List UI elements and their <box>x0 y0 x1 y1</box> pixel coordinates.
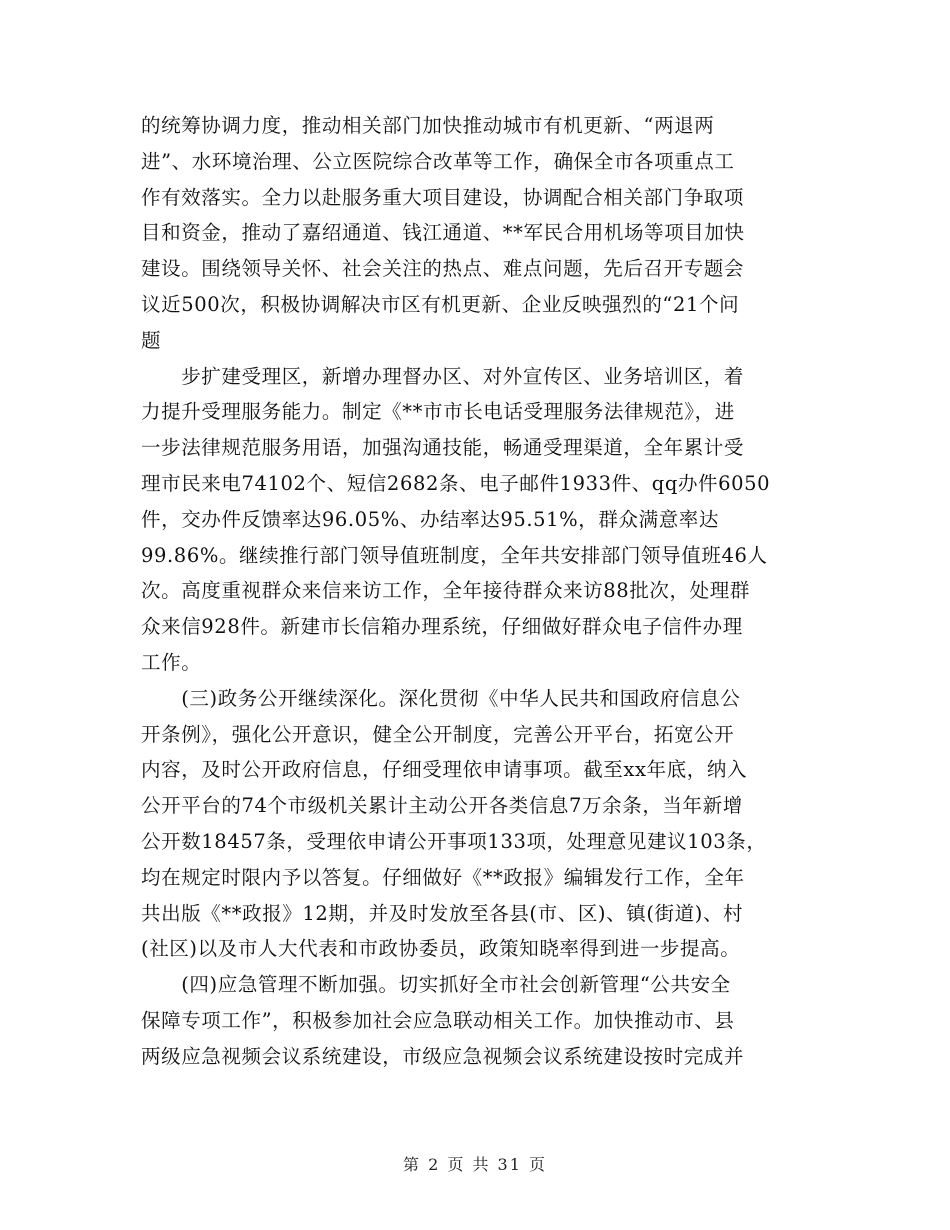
text-line: (三)政务公开继续深化。深化贯彻《中华人民共和国政府信息公 <box>141 686 741 710</box>
text-line: 目和资金，推动了嘉绍通道、钱江通道、**军民合用机场等项目加快 <box>141 221 745 245</box>
text-line: 内容，及时公开政府信息，仔细受理依申请事项。截至xx年底，纳入 <box>141 758 748 782</box>
text-line: 力提升受理服务能力。制定《**市市长电话受理服务法律规范》，进 <box>141 400 735 424</box>
text-line: 题 <box>141 328 162 352</box>
text-line: 开条例》，强化公开意识，健全公开制度，完善公开平台，拓宽公开 <box>141 722 735 746</box>
text-line: 次。高度重视群众来信来访工作，全年接待群众来访88批次，处理群 <box>141 579 750 603</box>
text-line: 两级应急视频会议系统建设，市级应急视频会议系统建设按时完成并 <box>141 1044 745 1068</box>
body-text <box>141 108 809 1075</box>
text-line: 件，交办件反馈率达96.05%、办结率达95.51%，群众满意率达 <box>141 507 720 531</box>
text-line: 工作。 <box>141 650 202 674</box>
text-line: 公开平台的74个市级机关累计主动公开各类信息7万余条，当年新增 <box>141 794 743 818</box>
text-line: 共出版《**政报》12期，并及时发放至各县(市、区)、镇(街道)、村 <box>141 901 744 925</box>
text-line: 99.86%。继续推行部门领导值班制度，全年共安排部门领导值班46人 <box>141 543 768 567</box>
text-line: 建设。围绕领导关怀、社会关注的热点、难点问题，先后召开专题会 <box>141 257 745 281</box>
text-line: 理市民来电74102个、短信2682条、电子邮件1933件、qq办件6050 <box>141 471 771 495</box>
text-line: 众来信928件。新建市长信箱办理系统，仔细做好群众电子信件办理 <box>141 615 743 639</box>
text-line: 公开数18457条，受理依申请公开事项133项，处理意见建议103条， <box>141 829 767 853</box>
text-line: 的统筹协调力度，推动相关部门加快推动城市有机更新、“两退两 <box>141 114 715 137</box>
text-line: 步扩建受理区，新增办理督办区、对外宣传区、业务培训区，着 <box>141 364 745 388</box>
text-line: 均在规定时限内予以答复。仔细做好《**政报》编辑发行工作，全年 <box>141 865 745 889</box>
text-line: 议近500次，积极协调解决市区有机更新、企业反映强烈的“21个问 <box>141 292 740 316</box>
text-line: (四)应急管理不断加强。切实抓好全市社会创新管理“公共安全 <box>141 973 731 997</box>
text-line: 保障专项工作”，积极参加社会应急联动相关工作。加快推动市、县 <box>141 1008 735 1032</box>
text-line: 进”、水环境治理、公立医院综合改革等工作，确保全市各项重点工 <box>141 149 735 173</box>
text-line: 一步法律规范服务用语，加强沟通技能，畅通受理渠道，全年累计受 <box>141 436 745 460</box>
text-line: 作有效落实。全力以赴服务重大项目建设，协调配合相关部门争取项 <box>141 185 745 209</box>
text-line: (社区)以及市人大代表和市政协委员，政策知晓率得到进一步提高。 <box>141 937 741 961</box>
page-number-footer: 第 2 页 共 31 页 <box>403 1155 547 1174</box>
